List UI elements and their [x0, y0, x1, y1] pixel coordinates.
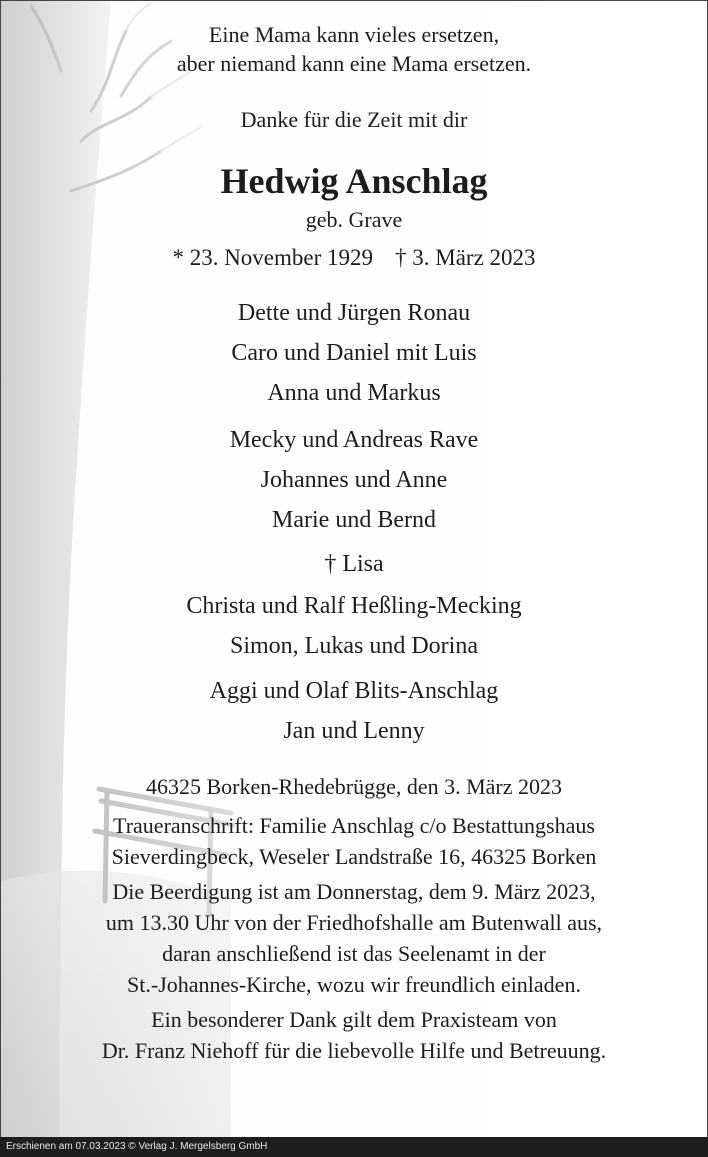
- funeral-line: Die Beerdigung ist am Donnerstag, dem 9. März 2023,: [112, 879, 596, 904]
- notice-text: [1, 1, 707, 1066]
- death-date: † 3. März 2023: [395, 245, 536, 270]
- life-dates: [1, 244, 707, 272]
- quote: [1, 1, 707, 78]
- family-line: Christa und Ralf Heßling-Mecking: [186, 593, 522, 619]
- family-line: Jan und Lenny: [283, 718, 425, 744]
- family-line: Simon, Lukas und Dorina: [230, 633, 478, 659]
- birth-date: * 23. November 1929: [172, 245, 374, 270]
- gratitude-line: Ein besonderer Dank gilt dem Praxisteam von: [151, 1007, 557, 1032]
- family-line: Mecky und Andreas Rave: [229, 427, 479, 453]
- thanks-line: Danke für die Zeit mit dir: [240, 107, 468, 132]
- mourning-address-line: Traueranschrift: Familie Anschlag c/o Bestattungshaus: [113, 813, 595, 838]
- family-line: Caro und Daniel mit Luis: [231, 340, 477, 366]
- deceased-name: Hedwig Anschlag: [220, 161, 488, 201]
- family-line: Aggi und Olaf Blits-Anschlag: [209, 678, 499, 704]
- family-line: Marie und Bernd: [272, 507, 436, 533]
- gratitude-line: Dr. Franz Niehoff für die liebevolle Hilfe und Betreuung.: [101, 1038, 607, 1063]
- funeral-line: daran anschließend ist das Seelenamt in der: [162, 941, 546, 966]
- family-line: Johannes und Anne: [260, 467, 448, 493]
- family-group-3: [1, 544, 707, 584]
- quote-line-2: aber niemand kann eine Mama ersetzen.: [176, 51, 532, 76]
- place-date: 46325 Borken-Rhedebrügge, den 3. März 2023: [145, 774, 563, 799]
- family-group-4: [1, 586, 707, 666]
- mourning-address-line: Sieverdingbeck, Weseler Landstraße 16, 46325 Borken: [111, 844, 597, 869]
- mourning-address: [1, 810, 707, 872]
- quote-line-1: Eine Mama kann vieles ersetzen,: [208, 22, 500, 47]
- birth-name: geb. Grave: [305, 207, 403, 232]
- family-line: Anna und Markus: [267, 380, 441, 406]
- family-group-1: [1, 293, 707, 413]
- family-line: Dette und Jürgen Ronau: [237, 300, 471, 326]
- family-group-5: [1, 671, 707, 751]
- gratitude: [1, 1004, 707, 1066]
- family-line: † Lisa: [324, 551, 384, 577]
- funeral-info: [1, 876, 707, 1000]
- publication-footer: Erschienen am 07.03.2023 © Verlag J. Mergelsberg GmbH: [0, 1137, 708, 1157]
- family-group-2: [1, 420, 707, 540]
- funeral-line: St.-Johannes-Kirche, wozu wir freundlich einladen.: [127, 972, 581, 997]
- funeral-line: um 13.30 Uhr von der Friedhofshalle am Butenwall aus,: [105, 910, 603, 935]
